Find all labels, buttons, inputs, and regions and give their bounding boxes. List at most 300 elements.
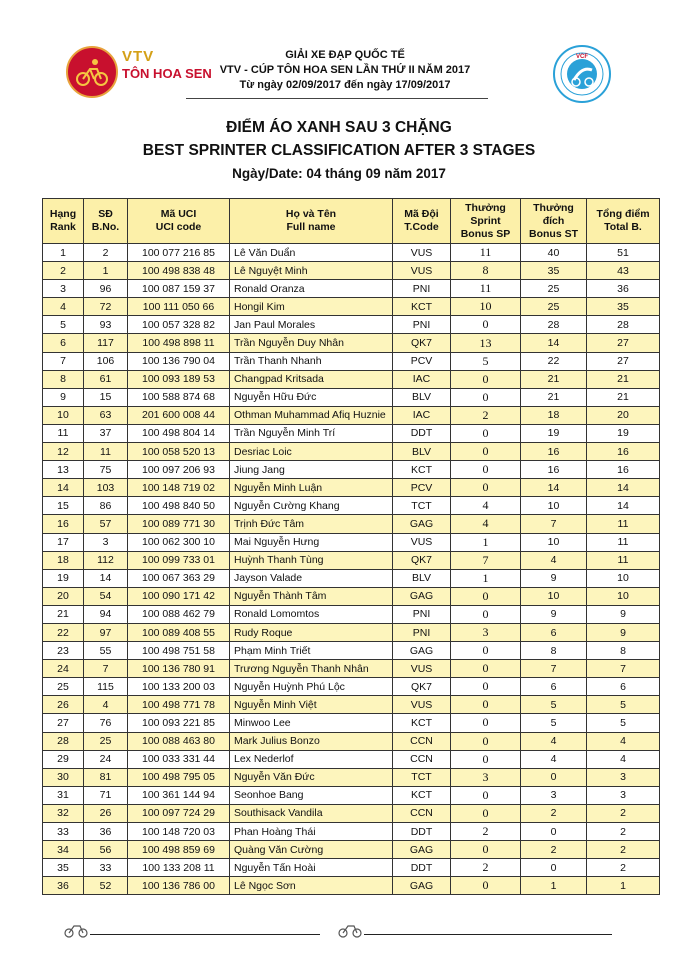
rank-cell: 33 [43, 823, 84, 841]
table-row [43, 841, 660, 859]
bib-cell: 76 [84, 714, 128, 732]
team-code-cell: GAG [393, 587, 451, 605]
bib-cell: 106 [84, 352, 128, 370]
table-row [43, 587, 660, 605]
total-cell: 14 [587, 497, 660, 515]
team-code-cell: KCT [393, 714, 451, 732]
table-row [43, 533, 660, 551]
bonus-sprint-cell: 3 [451, 623, 521, 641]
bonus-stage-cell: 4 [521, 551, 587, 569]
bonus-stage-cell: 5 [521, 696, 587, 714]
rank-cell: 10 [43, 406, 84, 424]
rider-name-cell: Phan Hoàng Thái [230, 823, 393, 841]
bonus-stage-cell: 22 [521, 352, 587, 370]
bike-icon [338, 922, 362, 938]
table-row [43, 804, 660, 822]
rank-cell: 23 [43, 642, 84, 660]
bib-cell: 94 [84, 605, 128, 623]
rank-cell: 11 [43, 424, 84, 442]
bonus-sprint-cell: 5 [451, 352, 521, 370]
team-code-cell: VUS [393, 244, 451, 262]
rider-name-cell: Huỳnh Thanh Tùng [230, 551, 393, 569]
uci-code-cell: 100 057 328 82 [128, 316, 230, 334]
total-cell: 20 [587, 406, 660, 424]
rider-name-cell: Trịnh Đức Tâm [230, 515, 393, 533]
rider-name-cell: Nguyễn Văn Đức [230, 768, 393, 786]
sprinter-classification-table [42, 198, 660, 895]
bib-cell: 57 [84, 515, 128, 533]
rank-cell: 28 [43, 732, 84, 750]
table-row [43, 551, 660, 569]
team-code-cell: GAG [393, 515, 451, 533]
bib-cell: 26 [84, 804, 128, 822]
rider-name-cell: Jayson Valade [230, 569, 393, 587]
rider-name-cell: Nguyễn Tấn Hoài [230, 859, 393, 877]
total-cell: 1 [587, 877, 660, 895]
table-body [43, 244, 660, 895]
bonus-sprint-cell: 10 [451, 298, 521, 316]
rider-name-cell: Othman Muhammad Afiq Huznie [230, 406, 393, 424]
bib-cell: 33 [84, 859, 128, 877]
rider-name-cell: Jan Paul Morales [230, 316, 393, 334]
uci-code-cell: 100 133 208 11 [128, 859, 230, 877]
team-code-cell: PCV [393, 479, 451, 497]
bonus-sprint-cell: 0 [451, 388, 521, 406]
rank-cell: 26 [43, 696, 84, 714]
total-cell: 21 [587, 370, 660, 388]
bonus-stage-cell: 2 [521, 804, 587, 822]
team-code-cell: KCT [393, 298, 451, 316]
bib-cell: 11 [84, 443, 128, 461]
bib-cell: 63 [84, 406, 128, 424]
bonus-sprint-cell: 0 [451, 370, 521, 388]
rank-cell: 16 [43, 515, 84, 533]
rank-cell: 12 [43, 443, 84, 461]
total-cell: 11 [587, 551, 660, 569]
bib-cell: 2 [84, 244, 128, 262]
header-divider [186, 98, 488, 99]
uci-code-cell: 100 498 859 69 [128, 841, 230, 859]
bib-cell: 4 [84, 696, 128, 714]
bib-cell: 61 [84, 370, 128, 388]
team-code-cell: PNI [393, 316, 451, 334]
bonus-sprint-cell: 2 [451, 406, 521, 424]
table-row [43, 714, 660, 732]
rider-name-cell: Changpad Kritsada [230, 370, 393, 388]
uci-code-cell: 100 093 221 85 [128, 714, 230, 732]
uci-code-cell: 100 136 780 91 [128, 660, 230, 678]
table-row [43, 642, 660, 660]
rank-cell: 7 [43, 352, 84, 370]
table-row [43, 298, 660, 316]
bonus-stage-cell: 8 [521, 642, 587, 660]
uci-code-cell: 100 099 733 01 [128, 551, 230, 569]
bib-cell: 103 [84, 479, 128, 497]
team-code-cell: KCT [393, 461, 451, 479]
team-code-cell: PCV [393, 352, 451, 370]
col-rank-header: Hạng Rank [43, 199, 84, 244]
total-cell: 36 [587, 280, 660, 298]
team-code-cell: DDT [393, 823, 451, 841]
team-code-cell: PNI [393, 605, 451, 623]
bonus-stage-cell: 25 [521, 298, 587, 316]
uci-code-cell: 100 498 838 48 [128, 262, 230, 280]
bonus-stage-cell: 14 [521, 334, 587, 352]
page-titles [0, 116, 678, 186]
rider-name-cell: Nguyễn Minh Luận [230, 479, 393, 497]
bonus-stage-cell: 9 [521, 569, 587, 587]
signature-line-left [90, 934, 320, 935]
table-row [43, 768, 660, 786]
table-row [43, 370, 660, 388]
total-cell: 2 [587, 804, 660, 822]
total-cell: 2 [587, 859, 660, 877]
bib-cell: 75 [84, 461, 128, 479]
bib-cell: 54 [84, 587, 128, 605]
bonus-sprint-cell: 0 [451, 804, 521, 822]
uci-code-cell: 100 136 790 04 [128, 352, 230, 370]
table-row [43, 696, 660, 714]
rank-cell: 3 [43, 280, 84, 298]
bonus-sprint-cell: 11 [451, 280, 521, 298]
rank-cell: 13 [43, 461, 84, 479]
team-code-cell: QK7 [393, 334, 451, 352]
bib-cell: 7 [84, 660, 128, 678]
uci-code-cell: 100 133 200 03 [128, 678, 230, 696]
rider-name-cell: Ronald Oranza [230, 280, 393, 298]
rank-cell: 25 [43, 678, 84, 696]
bib-cell: 52 [84, 877, 128, 895]
team-code-cell: VUS [393, 262, 451, 280]
bib-cell: 112 [84, 551, 128, 569]
uci-code-cell: 100 067 363 29 [128, 569, 230, 587]
bonus-sprint-cell: 7 [451, 551, 521, 569]
bonus-sprint-cell: 0 [451, 750, 521, 768]
col-team-header: Mã Đội T.Code [393, 199, 451, 244]
bonus-sprint-cell: 0 [451, 316, 521, 334]
rider-name-cell: Trần Nguyễn Minh Trí [230, 424, 393, 442]
team-code-cell: GAG [393, 642, 451, 660]
rank-cell: 24 [43, 660, 84, 678]
team-code-cell: VUS [393, 533, 451, 551]
bonus-sprint-cell: 0 [451, 696, 521, 714]
total-cell: 27 [587, 334, 660, 352]
rank-cell: 19 [43, 569, 84, 587]
bonus-stage-cell: 6 [521, 678, 587, 696]
rider-name-cell: Quàng Văn Cường [230, 841, 393, 859]
team-code-cell: CCN [393, 750, 451, 768]
col-name-header: Họ và Tên Full name [230, 199, 393, 244]
uci-code-cell: 100 088 462 79 [128, 605, 230, 623]
col-uci-header: Mã UCI UCI code [128, 199, 230, 244]
bib-cell: 55 [84, 642, 128, 660]
uci-code-cell: 100 077 216 85 [128, 244, 230, 262]
table-row [43, 461, 660, 479]
vcf-logo [552, 44, 612, 104]
rider-name-cell: Trần Nguyễn Duy Nhân [230, 334, 393, 352]
rank-cell: 29 [43, 750, 84, 768]
rider-name-cell: Desriac Loic [230, 443, 393, 461]
team-code-cell: QK7 [393, 678, 451, 696]
bib-cell: 72 [84, 298, 128, 316]
bonus-sprint-cell: 0 [451, 605, 521, 623]
table-row [43, 406, 660, 424]
rider-name-cell: Lê Nguyệt Minh [230, 262, 393, 280]
total-cell: 16 [587, 461, 660, 479]
rank-cell: 17 [43, 533, 84, 551]
bonus-stage-cell: 28 [521, 316, 587, 334]
logo-brand: VTV [122, 48, 155, 65]
team-code-cell: DDT [393, 424, 451, 442]
team-code-cell: IAC [393, 406, 451, 424]
total-cell: 2 [587, 841, 660, 859]
total-cell: 10 [587, 587, 660, 605]
rank-cell: 35 [43, 859, 84, 877]
bonus-sprint-cell: 11 [451, 244, 521, 262]
team-code-cell: GAG [393, 841, 451, 859]
total-cell: 14 [587, 479, 660, 497]
total-cell: 3 [587, 768, 660, 786]
rider-name-cell: Trương Nguyễn Thanh Nhân [230, 660, 393, 678]
bonus-stage-cell: 7 [521, 515, 587, 533]
uci-code-cell: 100 148 720 03 [128, 823, 230, 841]
table-row [43, 750, 660, 768]
bonus-sprint-cell: 0 [451, 642, 521, 660]
bonus-sprint-cell: 13 [451, 334, 521, 352]
total-cell: 21 [587, 388, 660, 406]
bib-cell: 24 [84, 750, 128, 768]
uci-code-cell: 100 136 786 00 [128, 877, 230, 895]
table-row [43, 823, 660, 841]
rider-name-cell: Nguyễn Hữu Đức [230, 388, 393, 406]
bonus-stage-cell: 10 [521, 533, 587, 551]
signature-line-right [364, 934, 612, 935]
rider-name-cell: Mai Nguyễn Hưng [230, 533, 393, 551]
uci-code-cell: 100 498 898 11 [128, 334, 230, 352]
bonus-sprint-cell: 0 [451, 786, 521, 804]
team-code-cell: BLV [393, 569, 451, 587]
uci-code-cell: 100 498 771 78 [128, 696, 230, 714]
rank-cell: 22 [43, 623, 84, 641]
rank-cell: 4 [43, 298, 84, 316]
bib-cell: 3 [84, 533, 128, 551]
total-cell: 5 [587, 714, 660, 732]
uci-code-cell: 100 062 300 10 [128, 533, 230, 551]
total-cell: 9 [587, 623, 660, 641]
title-vietnamese: ĐIỂM ÁO XANH SAU 3 CHẶNG [226, 119, 452, 136]
uci-code-cell: 201 600 008 44 [128, 406, 230, 424]
bib-cell: 36 [84, 823, 128, 841]
uci-code-cell: 100 148 719 02 [128, 479, 230, 497]
table-row [43, 244, 660, 262]
bonus-sprint-cell: 1 [451, 569, 521, 587]
uci-code-cell: 100 089 771 30 [128, 515, 230, 533]
total-cell: 6 [587, 678, 660, 696]
total-cell: 28 [587, 316, 660, 334]
table-row [43, 316, 660, 334]
rank-cell: 36 [43, 877, 84, 895]
rider-name-cell: Phạm Minh Triết [230, 642, 393, 660]
bib-cell: 115 [84, 678, 128, 696]
bonus-sprint-cell: 2 [451, 823, 521, 841]
date-line: Ngày/Date: 04 tháng 09 năm 2017 [232, 166, 446, 181]
rank-cell: 1 [43, 244, 84, 262]
bonus-stage-cell: 3 [521, 786, 587, 804]
logo-name: TÔN HOA SEN [122, 66, 212, 81]
bonus-stage-cell: 4 [521, 750, 587, 768]
bike-icon [64, 922, 88, 938]
bib-cell: 14 [84, 569, 128, 587]
bonus-stage-cell: 25 [521, 280, 587, 298]
bonus-stage-cell: 16 [521, 461, 587, 479]
rank-cell: 14 [43, 479, 84, 497]
total-cell: 16 [587, 443, 660, 461]
bonus-sprint-cell: 0 [451, 424, 521, 442]
bib-cell: 56 [84, 841, 128, 859]
rank-cell: 8 [43, 370, 84, 388]
rank-cell: 31 [43, 786, 84, 804]
table-row [43, 424, 660, 442]
rider-name-cell: Nguyễn Thành Tâm [230, 587, 393, 605]
bonus-stage-cell: 18 [521, 406, 587, 424]
col-bonus-stage-header: Thưởng đích Bonus ST [521, 199, 587, 244]
total-cell: 11 [587, 533, 660, 551]
uci-code-cell: 100 033 331 44 [128, 750, 230, 768]
bonus-stage-cell: 9 [521, 605, 587, 623]
bib-cell: 25 [84, 732, 128, 750]
total-cell: 3 [587, 786, 660, 804]
table-row [43, 569, 660, 587]
uci-code-cell: 100 498 795 05 [128, 768, 230, 786]
bonus-stage-cell: 7 [521, 660, 587, 678]
rider-name-cell: Nguyễn Minh Việt [230, 696, 393, 714]
table-row [43, 859, 660, 877]
bib-cell: 15 [84, 388, 128, 406]
rider-name-cell: Lê Ngọc Sơn [230, 877, 393, 895]
total-cell: 2 [587, 823, 660, 841]
bib-cell: 37 [84, 424, 128, 442]
rider-name-cell: Rudy Roque [230, 623, 393, 641]
bonus-sprint-cell: 0 [451, 877, 521, 895]
bonus-stage-cell: 0 [521, 768, 587, 786]
bonus-stage-cell: 21 [521, 388, 587, 406]
bonus-stage-cell: 5 [521, 714, 587, 732]
table-row [43, 786, 660, 804]
bonus-sprint-cell: 0 [451, 587, 521, 605]
total-cell: 11 [587, 515, 660, 533]
table-row [43, 515, 660, 533]
table-row [43, 678, 660, 696]
bonus-stage-cell: 14 [521, 479, 587, 497]
bonus-sprint-cell: 0 [451, 660, 521, 678]
uci-code-cell: 100 089 408 55 [128, 623, 230, 641]
event-line-1: GIẢI XE ĐẠP QUỐC TẾ [285, 49, 405, 61]
rider-name-cell: Jiung Jang [230, 461, 393, 479]
uci-code-cell: 100 498 751 58 [128, 642, 230, 660]
bonus-sprint-cell: 0 [451, 732, 521, 750]
bib-cell: 93 [84, 316, 128, 334]
rider-name-cell: Seonhoe Bang [230, 786, 393, 804]
bonus-stage-cell: 1 [521, 877, 587, 895]
total-cell: 5 [587, 696, 660, 714]
table-row [43, 280, 660, 298]
total-cell: 19 [587, 424, 660, 442]
rank-cell: 20 [43, 587, 84, 605]
event-line-3: Từ ngày 02/09/2017 đến ngày 17/09/2017 [239, 79, 451, 91]
rider-name-cell: Mark Julius Bonzo [230, 732, 393, 750]
total-cell: 35 [587, 298, 660, 316]
rider-name-cell: Minwoo Lee [230, 714, 393, 732]
total-cell: 7 [587, 660, 660, 678]
bib-cell: 1 [84, 262, 128, 280]
col-total-header: Tổng điểm Total B. [587, 199, 660, 244]
bonus-stage-cell: 0 [521, 823, 587, 841]
uci-code-cell: 100 058 520 13 [128, 443, 230, 461]
bonus-sprint-cell: 4 [451, 497, 521, 515]
cyclist-icon [66, 46, 118, 98]
uci-code-cell: 100 087 159 37 [128, 280, 230, 298]
bib-cell: 96 [84, 280, 128, 298]
bonus-stage-cell: 4 [521, 732, 587, 750]
bonus-sprint-cell: 1 [451, 533, 521, 551]
total-cell: 51 [587, 244, 660, 262]
bib-cell: 97 [84, 623, 128, 641]
bonus-sprint-cell: 2 [451, 859, 521, 877]
rank-cell: 30 [43, 768, 84, 786]
rank-cell: 15 [43, 497, 84, 515]
event-info [200, 48, 490, 93]
table-row [43, 443, 660, 461]
vcf-logo-text: VCF [576, 54, 588, 60]
bonus-stage-cell: 0 [521, 859, 587, 877]
team-code-cell: BLV [393, 443, 451, 461]
uci-code-cell: 100 498 804 14 [128, 424, 230, 442]
team-code-cell: DDT [393, 859, 451, 877]
table-row [43, 732, 660, 750]
rider-name-cell: Lê Văn Duẩn [230, 244, 393, 262]
bonus-sprint-cell: 3 [451, 768, 521, 786]
rider-name-cell: Lex Nederlof [230, 750, 393, 768]
bonus-stage-cell: 2 [521, 841, 587, 859]
team-code-cell: CCN [393, 732, 451, 750]
rank-cell: 18 [43, 551, 84, 569]
table-row [43, 479, 660, 497]
table-row [43, 623, 660, 641]
team-code-cell: TCT [393, 497, 451, 515]
bonus-stage-cell: 40 [521, 244, 587, 262]
team-code-cell: VUS [393, 696, 451, 714]
bonus-sprint-cell: 0 [451, 841, 521, 859]
team-code-cell: BLV [393, 388, 451, 406]
total-cell: 9 [587, 605, 660, 623]
bib-cell: 71 [84, 786, 128, 804]
team-code-cell: IAC [393, 370, 451, 388]
rank-cell: 6 [43, 334, 84, 352]
rider-name-cell: Southisack Vandila [230, 804, 393, 822]
table-row [43, 497, 660, 515]
uci-code-cell: 100 498 840 50 [128, 497, 230, 515]
bib-cell: 81 [84, 768, 128, 786]
rank-cell: 34 [43, 841, 84, 859]
total-cell: 4 [587, 732, 660, 750]
uci-code-cell: 100 088 463 80 [128, 732, 230, 750]
bonus-stage-cell: 10 [521, 497, 587, 515]
table-row [43, 388, 660, 406]
rank-cell: 2 [43, 262, 84, 280]
bonus-sprint-cell: 4 [451, 515, 521, 533]
col-bib-header: SĐ B.No. [84, 199, 128, 244]
uci-code-cell: 100 588 874 68 [128, 388, 230, 406]
